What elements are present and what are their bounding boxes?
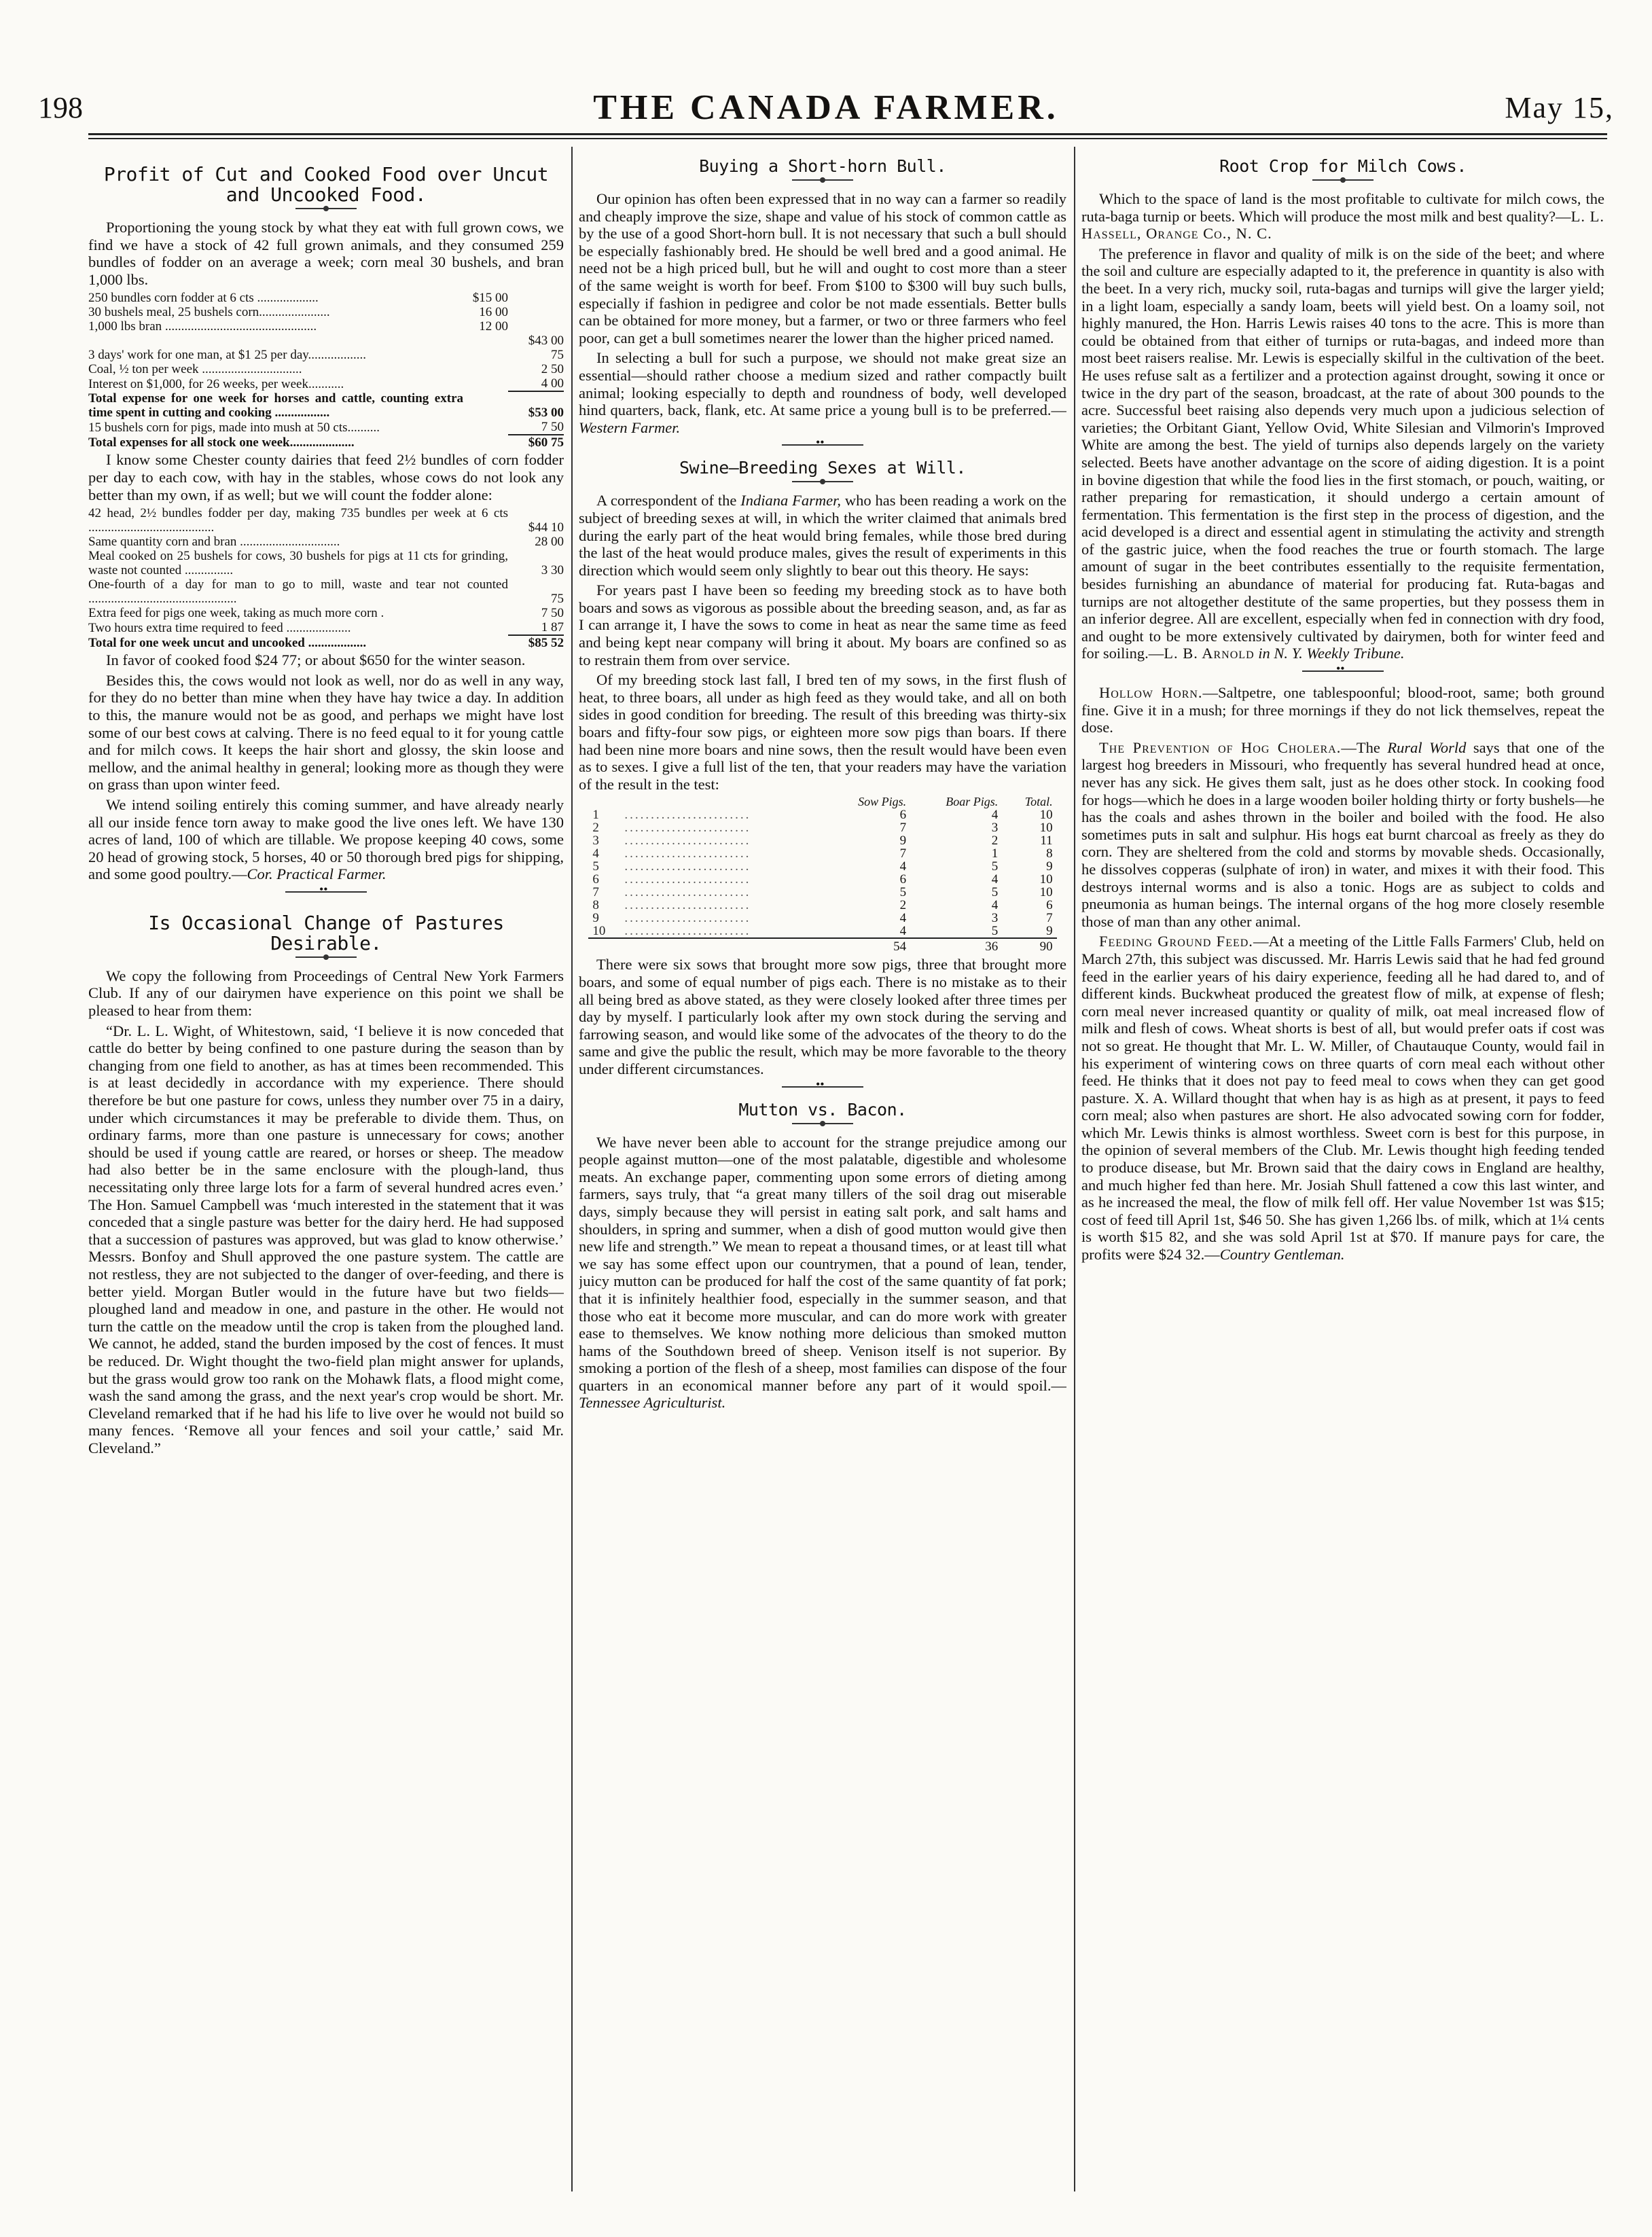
item-lead-hog-cholera: The Prevention of Hog Cholera. bbox=[1099, 738, 1342, 756]
ledger-label: Extra feed for pigs one week, taking as much more corn . bbox=[88, 606, 384, 621]
title-separator bbox=[792, 481, 853, 485]
ledger-subtotal bbox=[508, 305, 564, 319]
article-end-separator bbox=[782, 1086, 863, 1090]
paragraph-text: —The bbox=[1341, 738, 1388, 756]
ledger-subtotal: 75 bbox=[551, 348, 564, 363]
paragraph-text: who has been reading a work on the subject of breeding sexes at will, in which the writer claimed that animals bred during the early part of the heat would bring females, while those bred during the last of the heat would produce males, gives the result of experiments in this direction which would seem only slightly to bear out this theory. He says: bbox=[579, 492, 1066, 579]
ledger-subtotal: 3 30 bbox=[541, 563, 564, 578]
paragraph: Of my breeding stock last fall, I bred ten of my sows, in the first flush of heat, to three boars, all under as high feed as they would take, and all on both sides in good condition for breeding. The result of this breeding was thirty-six boars and fifty-four sow pigs, or eighteen more sow pigs than boars. If there had been nine more boars and nine sows, then the result would have been even as to sexes. I give a full list of the ten, that your readers may have the variation of the result in the test: bbox=[579, 671, 1066, 793]
query-signature: L. L. Hassell, Orange Co., N. C. bbox=[1081, 207, 1604, 243]
ledger-label: Two hours extra time required to feed .................... bbox=[88, 621, 351, 636]
ledger-row bbox=[88, 535, 564, 549]
sow-table-total: 54 bbox=[825, 938, 910, 953]
article-credit: Cor. Practical Farmer. bbox=[247, 865, 387, 883]
ledger-subtotal: 28 00 bbox=[535, 535, 564, 550]
source-name: Indiana Farmer, bbox=[740, 492, 841, 509]
sow-table-cell: 5 bbox=[899, 885, 907, 900]
paragraph: Proportioning the young stock by what they eat with full grown cows, we find we have a stock of 42 full grown animals, and they consumed 259 bundles of fodder on an average a week; corn meal 30 bushels, and bran 1,000 lbs. bbox=[88, 219, 564, 288]
ledger-row bbox=[88, 606, 564, 620]
sow-table-cell: 8 bbox=[1046, 846, 1053, 861]
ledger-label: 15 bushels corn for pigs, made into mush at 50 cts.......... bbox=[88, 420, 380, 435]
article-end-separator bbox=[782, 444, 863, 448]
source-name: Rural World bbox=[1387, 738, 1467, 756]
sow-table-cell: 1 bbox=[991, 846, 999, 861]
ledger-label: 1,000 lbs bran ............................................... bbox=[88, 319, 317, 334]
dot-leader: ........................ bbox=[624, 872, 751, 887]
column-2 bbox=[579, 147, 1066, 2205]
ledger-label: 42 head, 2½ bundles fodder per day, making 735 bundles per week at 6 cts ....................................... bbox=[88, 506, 508, 535]
ledger-amount: 16 00 bbox=[479, 305, 508, 320]
sow-table-cell: 11 bbox=[1040, 834, 1053, 848]
title-separator bbox=[1312, 179, 1373, 183]
ledger-subtotal: 7 50 bbox=[508, 420, 564, 435]
ledger-amount: $15 00 bbox=[472, 291, 508, 306]
sow-table-row bbox=[588, 899, 1056, 912]
paragraph: Our opinion has often been expressed that in no way can a farmer so readily and cheaply improve the size, shape and value of his stock of common cattle as by the use of a good Short-horn bull. It is not necessary that such a bull should be especially fashionably bred. He should be well bred and a good animal. He need not be a high priced bull, but he will and ought to cost more than a steer of the same weight is worth for beef. From $100 to $300 will buy such bulls, especially if fashion in pedigree and color be not made essentials. Better bulls can be obtained for more money, but a farmer, or two or three farmers who feel poor, can get a bull sometimes nearer the lower than the higher priced named. bbox=[579, 190, 1066, 346]
ledger-subtotal: 4 00 bbox=[508, 376, 564, 391]
sow-number: 6 bbox=[592, 872, 599, 887]
column-3 bbox=[1081, 147, 1604, 2205]
ledger-subtotal: 75 bbox=[551, 592, 564, 607]
sow-table-cell: 3 bbox=[991, 821, 999, 836]
paragraph bbox=[1081, 190, 1604, 243]
ledger-subtotal: $43 00 bbox=[528, 334, 564, 348]
ledger-subtotal: $60 75 bbox=[528, 435, 564, 450]
sow-table-cell: 4 bbox=[899, 924, 907, 939]
dot-leader: ........................ bbox=[624, 911, 751, 926]
article-credit: Country Gentleman. bbox=[1219, 1246, 1345, 1264]
sow-table-row bbox=[588, 886, 1056, 899]
dot-leader: ........................ bbox=[624, 885, 751, 900]
sow-table-row bbox=[588, 912, 1056, 925]
sow-table-row bbox=[588, 873, 1056, 886]
paragraph bbox=[579, 349, 1066, 436]
sow-table-cell: 10 bbox=[1039, 885, 1053, 900]
sow-table-cell: 3 bbox=[991, 911, 999, 926]
ledger-subtotal bbox=[508, 291, 564, 305]
sow-table-total: 36 bbox=[910, 938, 1002, 953]
article-title-mutton: Mutton vs. Bacon. bbox=[738, 1099, 907, 1120]
sow-table-row bbox=[588, 925, 1056, 938]
paragraph-text: says that one of the largest hog breeders in Missouri, who frequently has several hundred head at once, never has any sick. He gives them salt, just as he does other stock. In cooking food for hogs—which he does in a large wooden boiler holding thirty or forty bushels—he has the coals and ashes thrown in the boiler and boiled with the food. He also sometimes puts in salt and sulphur. His hogs eat burnt charcoal as freely as they do corn. They are sheltered from the cold and storms by movable sheds. Occasionally, he dissolves copperas (sulphate of iron) in water, and mixes it with their food. This destroys internal worms and is also a tonic. Hogs are as subject to colds and pneumonia as human beings. The internal organs of the hog more closely resemble those of man than any other animal. bbox=[1081, 738, 1604, 930]
ledger-subtotal: 1 87 bbox=[508, 620, 564, 635]
title-separator bbox=[792, 1123, 853, 1127]
ledger-label: Meal cooked on 25 bushels for cows, 30 bushels for pigs at 11 cts for grinding, waste not counted ............... bbox=[88, 549, 508, 578]
sow-table-cell: 5 bbox=[991, 859, 999, 874]
sow-table-cell: 7 bbox=[1046, 911, 1053, 926]
paragraph-text: In selecting a bull for such a purpose, we should not make great size an essential—should rather choose a medium sized and rather compactly built animal; looking especially to depth and roundness of body, well developed hind quarters, back, flank, etc. At same price a young bull is to be preferred.— bbox=[579, 349, 1066, 419]
sow-table-cell: 6 bbox=[1046, 898, 1053, 913]
paragraph: In favor of cooked food $24 77; or about $650 for the winter season. bbox=[106, 651, 526, 669]
dot-leader: ........................ bbox=[624, 859, 751, 874]
ledger-amount bbox=[463, 334, 508, 348]
sow-number: 9 bbox=[592, 911, 599, 926]
sow-table-row bbox=[588, 808, 1056, 821]
sow-table-cell: 2 bbox=[899, 898, 907, 913]
ledger-subtotal: $53 00 bbox=[528, 406, 564, 420]
article-end-separator bbox=[1302, 670, 1384, 675]
sow-table-row bbox=[588, 821, 1056, 834]
ledger-label: Coal, ½ ton per week ............................... bbox=[88, 362, 302, 377]
paragraph bbox=[579, 492, 1066, 579]
article-credit-paper: in N. Y. Weekly Tribune. bbox=[1254, 645, 1405, 662]
sow-number: 3 bbox=[592, 834, 599, 848]
sow-table-cell: 9 bbox=[899, 834, 907, 848]
column-divider bbox=[1074, 147, 1075, 2191]
ledger-row bbox=[88, 291, 564, 305]
article-title-swine: Swine—Breeding Sexes at Will. bbox=[679, 458, 966, 478]
paragraph-text: —At a meeting of the Little Falls Farmers' Club, held on March 27th, this subject was discussed. Mr. Harris Lewis said that he had fed ground feed in the earlier years of his dairy experience, feeding all he had dared to, and of different kinds. Buckwheat produced the greatest flow of milk, at expense of flesh; corn meal never increased quantity or quality of milk, oat meal increased flow of milk and flesh of cows. Wheat shorts is best of all, but would prefer oats if cost was not so great. He thought that Mr. L. W. Miller, of Chautauque County, would fail in his experiment of wintering cows on three quarts of corn meal each without other feed. He thinks that it does not pay to feed meal to cows when they can get good pasture. X. A. Willard thought that when hay is as high as at present, it pays to feed corn meal; also when pastures are short. He also advocated sowing corn for fodder, which Mr. Lewis thinks is almost worthless. Sweet corn is best for this purpose, in the opinion of several members of the Club. Mr. Lewis thought high feeding tended to produce disease, but Mr. Brown said that the dairy cows in England are healthy, and much higher fed than here. Mr. Josiah Shull fattened a cow this last winter, and as he increased the meal, the flow of milk fell off. Her value November 1st was $15; cost of feed till April 1st, $46 50. She has given 1,266 lbs. of milk, which at 1¼ cents is worth $15 82, and she was sold April 1st at $70. If manure pays for care, the profits were $24 32.— bbox=[1081, 933, 1604, 1264]
sow-table-cell: 4 bbox=[899, 911, 907, 926]
paragraph: Besides this, the cows would not look as well, nor do as well in any way, for they do no better than mine when they have hay twice a day. In addition to this, the manure would not be as good, and perhaps we might have lost some of our best cows at calving. There is no feed equal to it for young cattle and for milch cows. It keeps the hair short and glossy, the skin loose and mellow, and the animal healthy in general; looking more as though they were on grass than upon winter feed. bbox=[88, 671, 564, 793]
ledger-amount bbox=[463, 348, 508, 362]
ledger-row bbox=[88, 577, 564, 606]
ledger-row bbox=[88, 348, 564, 362]
paragraph-text: A correspondent of the bbox=[596, 492, 741, 509]
paragraph-text: We intend soiling entirely this coming summer, and have already nearly all our inside fence torn away to make good the live ones left. We have 130 acres of land, 100 of which are tillable. We propose keeping 40 cows, some 20 head of growing stock, 5 horses, 40 or 50 thorough bred pigs for shipping, and some good poultry.— bbox=[88, 795, 564, 883]
article-end-separator bbox=[285, 891, 367, 895]
paragraph bbox=[1081, 684, 1604, 736]
title-separator bbox=[295, 208, 357, 212]
ledger-label: 3 days' work for one man, at $1 25 per day.................. bbox=[88, 348, 367, 363]
ledger-row bbox=[88, 305, 564, 319]
sow-number: 10 bbox=[592, 924, 606, 939]
sow-number: 4 bbox=[592, 846, 599, 861]
ledger-subtotal: 2 50 bbox=[541, 362, 564, 377]
paragraph-text: —Saltpetre, one tablespoonful; blood-root, same; both ground fine. Give it in a mush; for three mornings if they do not lick themselves, repeat the dose. bbox=[1081, 684, 1604, 736]
sow-table-cell: 4 bbox=[899, 859, 907, 874]
ledger-row bbox=[88, 506, 564, 535]
ledger-label: Same quantity corn and bran ............................... bbox=[88, 535, 340, 550]
newspaper-title: THE CANADA FARMER. bbox=[593, 88, 1059, 127]
ledger-label: One-fourth of a day for man to go to mill, waste and tear not counted .............................................. bbox=[88, 577, 508, 607]
paragraph-text: Which to the space of land is the most profitable to cultivate for milch cows, the ruta-baga turnip or beets. Which will produce the most milk and best quality?— bbox=[1081, 190, 1604, 225]
ledger-row bbox=[88, 334, 564, 348]
page-number: 198 bbox=[38, 90, 83, 124]
ledger-label: Total expenses for all stock one week.................... bbox=[88, 435, 355, 450]
expense-ledger-cooked bbox=[88, 291, 564, 450]
sow-table-totals bbox=[588, 938, 1056, 953]
article-credit-name: L. B. Arnold bbox=[1164, 645, 1255, 662]
sow-table-cell: 6 bbox=[899, 808, 907, 823]
ledger-label: Total expense for one week for horses and cattle, counting extra time spent in cutting and cooking ................. bbox=[88, 391, 463, 420]
ledger-amount: 12 00 bbox=[479, 319, 508, 334]
sow-number: 8 bbox=[592, 898, 599, 913]
paragraph: For years past I have been so feeding my breeding stock as to have both boars and sows as vigorous as possible about the breeding season, and, as far as I can arrange it, I have the sows to come in heat as near the same time as feed and being kept near company will bring it about. My boars are confined so as to restrain them from over service. bbox=[579, 581, 1066, 668]
column-1 bbox=[88, 147, 564, 2205]
sow-table-header: Sow Pigs. bbox=[858, 795, 907, 809]
paragraph bbox=[579, 1134, 1066, 1412]
ledger-label: 250 bundles corn fodder at 6 cts ................... bbox=[88, 291, 319, 306]
ledger-amount bbox=[463, 362, 508, 376]
ledger-label bbox=[88, 334, 463, 348]
expense-ledger-uncooked bbox=[88, 506, 564, 650]
sow-table-row bbox=[588, 847, 1056, 860]
ledger-label: 30 bushels meal, 25 bushels corn...................... bbox=[88, 305, 330, 320]
sow-table-cell: 9 bbox=[1046, 859, 1053, 874]
title-separator bbox=[295, 956, 357, 961]
sow-table-cell: 10 bbox=[1039, 872, 1053, 887]
paragraph: “Dr. L. L. Wight, of Whitestown, said, ‘I believe it is now conceded that cattle do better by being confined to one pasture during the season than by changing from one field to another, as has at times been recommended. This is at least decidedly in accordance with my experience. There should therefore be but one pasture for cows, unless they number over 75 in a dairy, under which circumstances it may be preferable to divide them. Thus, on ordinary farms, more than one pasture is unnecessary for cows; another should be used if young cattle are reared, or horses or sheep. The meadow had also better be in the same enclosure with the plough-land, thus necessitating only three large lots for a farm of several hundred acres even.’ The Hon. Samuel Campbell was ‘much interested in the statement that it was conceded that a single pasture was better for the dairy herd. He had supposed that a succession of pastures was approved, but was glad to know otherwise.’ Messrs. Bonfoy and Shull approved the one pasture system. The cattle are not restless, they are not subjected to the danger of over-feeding, and there is better yield. Morgan Butler would in the future have but two fields—ploughed land and meadow in one, and pasture in the other. He would not turn the cattle on the meadow until the crop is taken from the ploughed land. We cannot, he added, stand the burden imposed by the cost of fences. It must be reduced. Dr. Wight thought the two-field plan might answer for uplands, but the grass would grow too rank on the Mohawk flats, a flood might come, wash the sand among the grass, and the next year's crop would be short. Mr. Cleveland remarked that if he had his life to live over he would not build so many fences. ‘Remove all your fences and soil your cattle,’ said Mr. Cleveland.” bbox=[88, 1022, 564, 1456]
sow-table-cell: 5 bbox=[991, 885, 999, 900]
column-divider bbox=[571, 147, 573, 2191]
ledger-subtotal: 7 50 bbox=[541, 606, 564, 621]
paragraph: We copy the following from Proceedings of Central New York Farmers Club. If any of our dairymen have experience on this point we shall be pleased to hear from them: bbox=[88, 967, 564, 1020]
ledger-row bbox=[88, 549, 564, 577]
sow-number: 7 bbox=[592, 885, 599, 900]
article-title-root-crop: Root Crop for Milch Cows. bbox=[1219, 156, 1467, 176]
item-lead-ground-feed: Feeding Ground Feed. bbox=[1099, 933, 1253, 950]
sow-table-cell: 10 bbox=[1039, 821, 1053, 836]
paragraph bbox=[88, 796, 564, 883]
sow-table-cell: 5 bbox=[991, 924, 999, 939]
paragraph bbox=[1081, 739, 1604, 931]
article-title-short-horn: Buying a Short-horn Bull. bbox=[699, 156, 946, 176]
paragraph-text: The preference in flavor and quality of milk is on the side of the beet; and where the soil and culture are especially adapted to it, the preference in quantity is also with the beet. In a very rich, mucky soil, ruta-bagas and turnips will give the larger yield; in a light loam, especially a sandy loam, beets will yield best. On a loamy soil, not highly manured, the Hon. Harris Lewis raises 40 tons to the acre. This is more than could be obtained from that either of turnips or ruta-bagas, and indeed more than most beet raisers realise. Mr. Lewis is especially skilful in the cultivation of the beet. He uses refuse salt as a fertilizer and a protection against drought, sowing it once or twice in the dry part of the season, broadcast, at the rate of about 300 pounds to the acre. Successful beet raising also depends very much upon a judicious selection of varieties; the Orbitant Giant, Yellow Ovid, White Silesian and Vilmorin's Improved White are among the best. The yield of turnips also depends largely on the variety selected. Beets have another advantage on the score of aiding digestion. It is a point in bovine digestion that while the food lies in the first stomach, or pouch, waiting, or rather preparing for remastication, it should undergo a certain amount of fermentation. This fermentation is the first step in the process of digestion, and the acid developed is a direct and essential agent in stimulating the activity and strength of the gastric juice, when the food reaches the true or fourth stomach. The large amount of sugar in the beet contributes essentially to the requisite fermentation, besides furnishing an abundance of material for producing fat. Ruta-bagas and turnips are not altogether destitute of the same properties, but they possess them in an inferior degree. All are excellent, especially when fed in connection with dry food, and ought to be more extensively cultivated by dairymen, both for winter feed and for soiling.— bbox=[1081, 245, 1604, 662]
paragraph: I know some Chester county dairies that feed 2½ bundles of corn fodder per day to each cow, with hay in the stables, whose cows do not look any better than my own, if as well; but we will count the fodder alone: bbox=[88, 451, 564, 503]
ledger-subtotal: $44 10 bbox=[528, 520, 564, 535]
item-lead-hollow-horn: Hollow Horn. bbox=[1099, 684, 1203, 702]
issue-date: May 15, bbox=[1505, 90, 1614, 124]
ledger-amount bbox=[463, 420, 508, 435]
sow-table-cell: 2 bbox=[991, 834, 999, 848]
sow-table-row bbox=[588, 834, 1056, 847]
sow-table-header: Total. bbox=[1024, 795, 1053, 809]
dot-leader: ........................ bbox=[624, 808, 751, 823]
dot-leader: ........................ bbox=[624, 898, 751, 913]
dot-leader: ........................ bbox=[624, 924, 751, 939]
sow-table-total: 90 bbox=[1002, 938, 1056, 953]
ledger-amount bbox=[463, 376, 508, 391]
ledger-row bbox=[88, 420, 564, 435]
title-separator bbox=[792, 179, 853, 183]
dot-leader: ........................ bbox=[624, 821, 751, 836]
masthead bbox=[38, 87, 1614, 128]
sow-table-cell: 4 bbox=[991, 898, 999, 913]
ledger-row bbox=[88, 435, 564, 450]
ledger-label: Total for one week uncut and uncooked .................. bbox=[88, 636, 367, 651]
sow-number: 2 bbox=[592, 821, 599, 836]
article-credit: Western Farmer. bbox=[579, 418, 681, 436]
dot-leader: ........................ bbox=[624, 834, 751, 848]
sow-table-row bbox=[588, 860, 1056, 873]
sow-table-cell: 7 bbox=[899, 846, 907, 861]
sow-table-cell: 4 bbox=[991, 872, 999, 887]
paragraph bbox=[1081, 933, 1604, 1263]
sow-number: 1 bbox=[592, 808, 599, 823]
sow-table-cell: 10 bbox=[1039, 808, 1053, 823]
sow-breeding-table bbox=[588, 795, 1056, 953]
sow-number: 5 bbox=[592, 859, 599, 874]
sow-table-cell: 7 bbox=[899, 821, 907, 836]
sow-table-cell: 9 bbox=[1046, 924, 1053, 939]
dot-leader: ........................ bbox=[624, 846, 751, 861]
article-credit: Tennessee Agriculturist. bbox=[579, 1394, 726, 1412]
masthead-rule bbox=[88, 133, 1607, 135]
ledger-label: Interest on $1,000, for 26 weeks, per week........... bbox=[88, 377, 344, 392]
ledger-row bbox=[88, 635, 564, 650]
ledger-subtotal: $85 52 bbox=[528, 636, 564, 651]
ledger-amount bbox=[463, 391, 508, 420]
ledger-row bbox=[88, 391, 564, 420]
ledger-row bbox=[88, 362, 564, 376]
ledger-amount bbox=[463, 435, 508, 450]
sow-table-header: Boar Pigs. bbox=[946, 795, 999, 809]
sow-table-cell: 6 bbox=[899, 872, 907, 887]
ledger-row bbox=[88, 319, 564, 334]
masthead-rule-thin bbox=[88, 138, 1607, 139]
ledger-row bbox=[88, 376, 564, 391]
sow-table-cell: 4 bbox=[991, 808, 999, 823]
article-title-pastures: Is Occasional Change of Pastures Desirable. bbox=[148, 911, 504, 954]
paragraph: There were six sows that brought more sow pigs, three that brought more boars, and some of equal number of pigs each. There is no mistake as to their all being bred as above stated, as they were closely looked after three times per day by myself. I particularly look after my own stock during the serving and farrowing season, and would like some of the advocates of the theory to do the same and give the public the result, which may be more favorable to the theory under different circumstances. bbox=[579, 956, 1066, 1077]
ledger-row bbox=[88, 620, 564, 635]
article-title-cooked-food: Profit of Cut and Cooked Food over Uncut and Uncooked Food. bbox=[103, 163, 549, 206]
paragraph-text: We have never been able to account for the strange prejudice among our people against mutton—one of the most palatable, digestible and wholesome meats. An exchange paper, commenting upon some errors of dieting among farmers, says truly, that “a great many tillers of the soil drag out miserable days, simply because they will persist in eating salt pork, and salt hams and shoulders, in spring and summer, when a dish of good mutton would give then new life and strength.” We mean to repeat a thousand times, or at least till what we say has some effect upon our countrymen, that a pound of lean, tender, juicy mutton can be produced for half the cost of the same quantity of fat pork; that it is infinitely healthier food, especially in the summer season, and that those who eat it become more muscular, and can do more work with greater ease to themselves. We know nothing more delicious than smoked mutton hams of the Southdown breed of sheep. Venison itself is not superior. By smoking a portion of the flesh of a sheep, most families can dispose of the four quarters in an economical manner before any part of it would spoil.— bbox=[579, 1133, 1066, 1394]
paragraph bbox=[1081, 245, 1604, 662]
ledger-subtotal bbox=[508, 319, 564, 334]
